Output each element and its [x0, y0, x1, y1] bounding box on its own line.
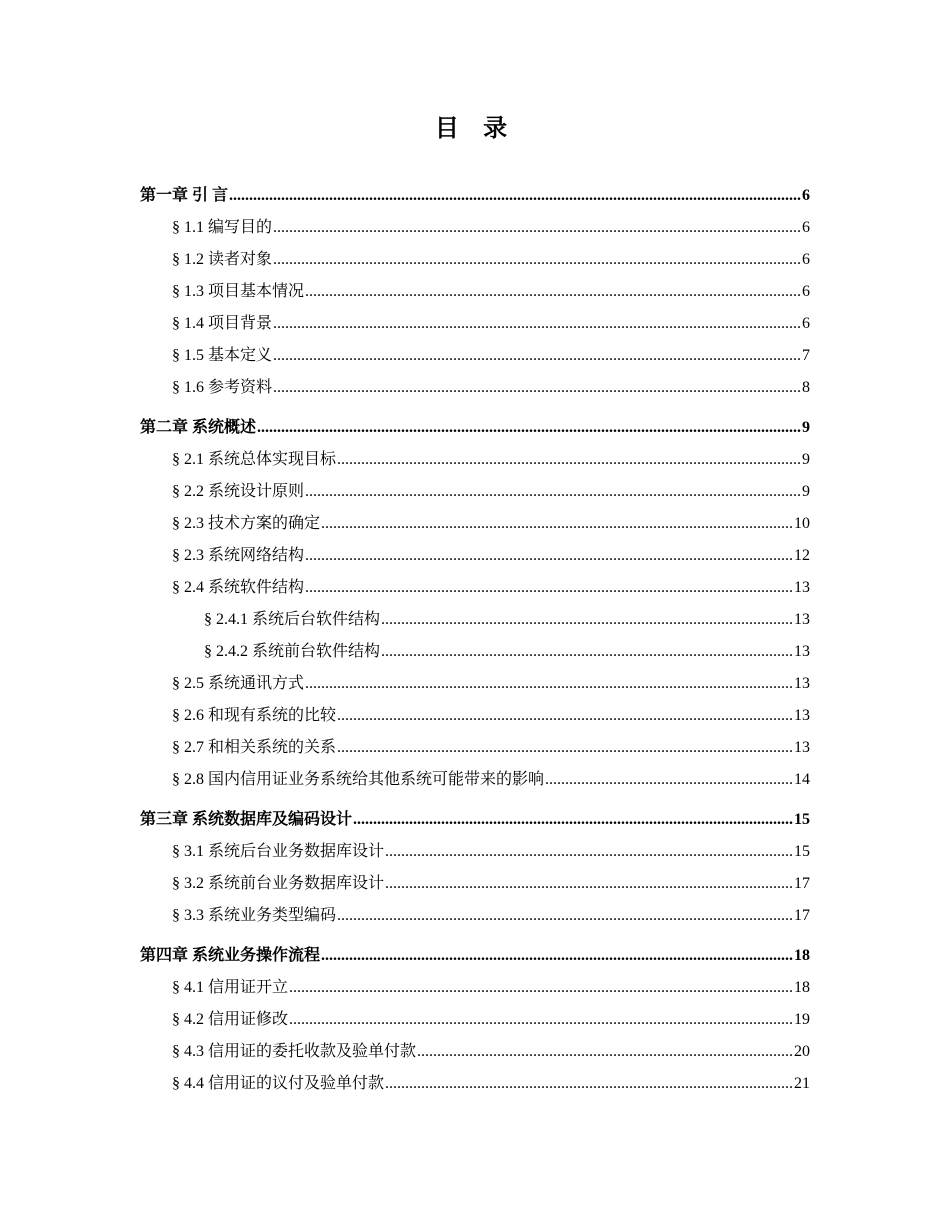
toc-entry-page: 18: [794, 947, 810, 964]
toc-entry-page: 8: [802, 379, 810, 396]
dot-leader: [385, 836, 793, 868]
toc-entry[interactable]: [140, 900, 810, 932]
toc-entry-label: 第二章 系统概述: [140, 419, 257, 436]
toc-entry-label: § 2.4 系统软件结构: [172, 579, 305, 596]
toc-entry-page: 13: [794, 643, 810, 660]
toc-entry-page: 9: [802, 483, 810, 500]
toc-title: 目 录: [434, 114, 516, 142]
toc-entry[interactable]: [140, 540, 810, 572]
toc-entry-label: § 2.5 系统通讯方式: [172, 675, 305, 692]
toc-entry[interactable]: [140, 444, 810, 476]
toc-entry-label: § 3.3 系统业务类型编码: [172, 907, 337, 924]
toc-entry-page: 12: [794, 547, 810, 564]
toc-entry-label: § 1.4 项目背景: [172, 315, 273, 332]
toc-entry[interactable]: [140, 636, 810, 668]
toc-entry-page: 17: [794, 907, 810, 924]
dot-leader: [273, 244, 801, 276]
toc-entry-label: § 1.5 基本定义: [172, 347, 273, 364]
toc-entry[interactable]: [140, 180, 810, 212]
dot-leader: [229, 180, 801, 212]
toc-entry-page: 13: [794, 579, 810, 596]
toc-entry[interactable]: [140, 244, 810, 276]
dot-leader: [337, 900, 793, 932]
dot-leader: [337, 700, 793, 732]
dot-leader: [337, 444, 801, 476]
toc-entry-label: § 2.7 和相关系统的关系: [172, 739, 337, 756]
toc-entry-label: § 4.4 信用证的议付及验单付款: [172, 1075, 385, 1092]
toc-entry[interactable]: [140, 1004, 810, 1036]
toc-entry-label: § 1.6 参考资料: [172, 379, 273, 396]
dot-leader: [273, 340, 801, 372]
toc-entry-label: § 2.3 技术方案的确定: [172, 515, 321, 532]
dot-leader: [321, 940, 793, 972]
toc-entry[interactable]: [140, 276, 810, 308]
dot-leader: [305, 276, 801, 308]
dot-leader: [381, 604, 793, 636]
dot-leader: [305, 476, 801, 508]
toc-entry[interactable]: [140, 340, 810, 372]
toc-entry[interactable]: [140, 508, 810, 540]
toc-entry[interactable]: [140, 868, 810, 900]
toc-entry-page: 7: [802, 347, 810, 364]
dot-leader: [353, 804, 793, 836]
toc-entry-label: § 3.2 系统前台业务数据库设计: [172, 875, 385, 892]
toc-entry-label: § 2.6 和现有系统的比较: [172, 707, 337, 724]
toc-entry-label: 第四章 系统业务操作流程: [140, 947, 321, 964]
dot-leader: [305, 668, 793, 700]
toc-entry-page: 6: [802, 315, 810, 332]
toc-entry[interactable]: [140, 212, 810, 244]
dot-leader: [337, 732, 793, 764]
dot-leader: [417, 1036, 793, 1068]
toc-entry[interactable]: [140, 476, 810, 508]
dot-leader: [381, 636, 793, 668]
toc-entry-label: § 2.4.1 系统后台软件结构: [204, 611, 381, 628]
toc-entry[interactable]: [140, 604, 810, 636]
dot-leader: [289, 972, 793, 1004]
toc-entry-page: 10: [794, 515, 810, 532]
toc-entry-label: § 3.1 系统后台业务数据库设计: [172, 843, 385, 860]
toc-entry-label: § 2.2 系统设计原则: [172, 483, 305, 500]
dot-leader: [273, 308, 801, 340]
toc-entry[interactable]: [140, 732, 810, 764]
toc-entry[interactable]: [140, 572, 810, 604]
toc-entry-page: 21: [794, 1075, 810, 1092]
toc-entry[interactable]: [140, 1068, 810, 1100]
dot-leader: [273, 212, 801, 244]
toc-entry[interactable]: [140, 412, 810, 444]
toc-entry-page: 17: [794, 875, 810, 892]
toc-entry-page: 15: [794, 843, 810, 860]
toc-entry-label: § 2.1 系统总体实现目标: [172, 451, 337, 468]
toc-entry-page: 6: [802, 283, 810, 300]
toc-entry-label: § 1.1 编写目的: [172, 219, 273, 236]
toc-entry-label: § 1.3 项目基本情况: [172, 283, 305, 300]
dot-leader: [273, 372, 801, 404]
toc-entry-page: 19: [794, 1011, 810, 1028]
toc-entry-label: § 4.1 信用证开立: [172, 979, 289, 996]
toc-entry[interactable]: [140, 804, 810, 836]
toc-entry-page: 13: [794, 707, 810, 724]
dot-leader: [257, 412, 801, 444]
toc-entry-label: § 2.8 国内信用证业务系统给其他系统可能带来的影响: [172, 771, 545, 788]
toc-entry-label: 第三章 系统数据库及编码设计: [140, 811, 353, 828]
toc-entry-label: § 2.3 系统网络结构: [172, 547, 305, 564]
dot-leader: [305, 540, 793, 572]
toc-entry-label: § 4.2 信用证修改: [172, 1011, 289, 1028]
toc-entry-page: 20: [794, 1043, 810, 1060]
table-of-contents: [140, 180, 810, 1100]
toc-entry-page: 13: [794, 675, 810, 692]
toc-entry[interactable]: [140, 764, 810, 796]
toc-entry[interactable]: [140, 1036, 810, 1068]
toc-entry-page: 6: [802, 251, 810, 268]
toc-entry-page: 15: [794, 811, 810, 828]
toc-entry-label: § 1.2 读者对象: [172, 251, 273, 268]
dot-leader: [385, 868, 793, 900]
toc-entry-page: 13: [794, 611, 810, 628]
toc-entry-label: § 4.3 信用证的委托收款及验单付款: [172, 1043, 417, 1060]
toc-entry[interactable]: [140, 700, 810, 732]
dot-leader: [305, 572, 793, 604]
toc-entry-page: 9: [802, 451, 810, 468]
toc-entry[interactable]: [140, 372, 810, 404]
toc-entry-page: 6: [802, 219, 810, 236]
toc-entry[interactable]: [140, 940, 810, 972]
dot-leader: [545, 764, 793, 796]
dot-leader: [289, 1004, 793, 1036]
toc-entry[interactable]: [140, 972, 810, 1004]
toc-entry-page: 14: [794, 771, 810, 788]
toc-entry-page: 13: [794, 739, 810, 756]
toc-entry-page: 9: [802, 419, 810, 436]
toc-entry-label: § 2.4.2 系统前台软件结构: [204, 643, 381, 660]
toc-entry[interactable]: [140, 308, 810, 340]
dot-leader: [385, 1068, 793, 1100]
toc-entry[interactable]: [140, 668, 810, 700]
dot-leader: [321, 508, 793, 540]
toc-entry-label: 第一章 引 言: [140, 187, 229, 204]
toc-entry-page: 6: [802, 187, 810, 204]
toc-entry[interactable]: [140, 836, 810, 868]
toc-entry-page: 18: [794, 979, 810, 996]
